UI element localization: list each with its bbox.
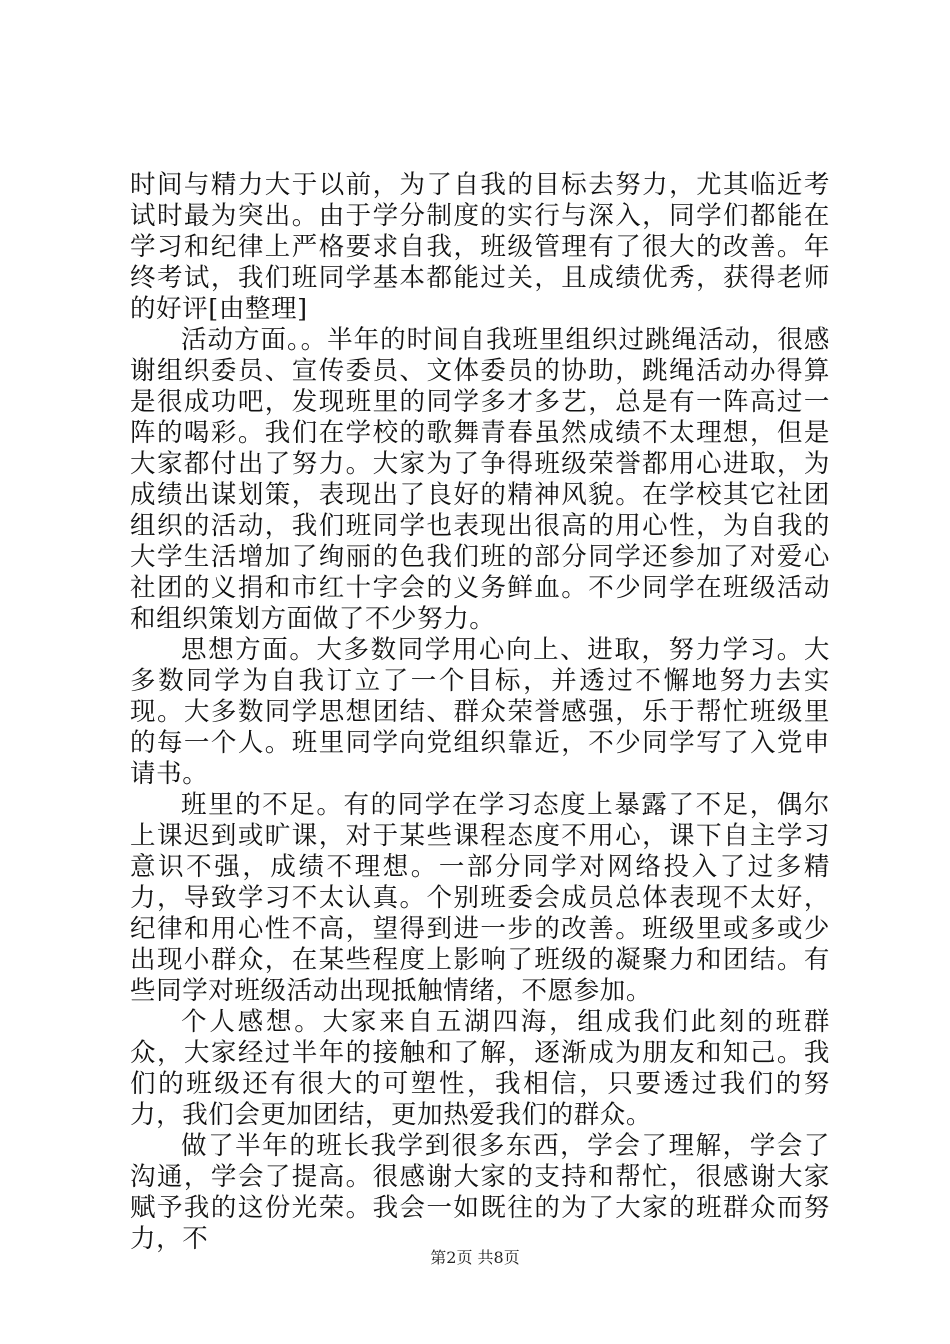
paragraph-monitor-reflection: 做了半年的班长我学到很多东西，学会了理解，学会了沟通，学会了提高。很感谢大家的支持和帮忙，很感谢大家赋予我的这份光荣。我会一如既往的为了大家的班群众而努力，不 — [130, 1131, 830, 1254]
paragraph-personal-feelings: 个人感想。大家来自五湖四海，组成我们此刻的班群众，大家经过半年的接触和了解，逐渐成为朋友和知己。我们的班级还有很大的可塑性，我相信，只要透过我们的努力，我们会更加团结，更加热爱我们的群众。 — [130, 1007, 830, 1130]
paragraph-activities: 活动方面。。半年的时间自我班里组织过跳绳活动，很感谢组织委员、宣传委员、文体委员的协助，跳绳活动办得算是很成功吧，发现班里的同学多才多艺，总是有一阵高过一阵的喝彩。我们在学校的歌舞青春虽然成绩不太理想，但是大家都付出了努力。大家为了争得班级荣誉都用心进取，为成绩出谋划策，表现出了良好的精神风貌。在学校其它社团组织的活动，我们班同学也表现出很高的用心性，为自我的大学生活增加了绚丽的色我们班的部分同学还参加了对爱心社团的义捐和市红十字会的义务鲜血。不少同学在班级活动和组织策划方面做了不少努力。 — [130, 325, 830, 634]
page-number-footer: 第2页 共8页 — [430, 1248, 520, 1267]
paragraph-thoughts: 思想方面。大多数同学用心向上、进取，努力学习。大多数同学为自我订立了一个目标，并透过不懈地努力去实现。大多数同学思想团结、群众荣誉感强，乐于帮忙班级里的每一个人。班里同学向党组织靠近，不少同学写了入党申请书。 — [130, 635, 830, 789]
paragraph-continued: 时间与精力大于以前，为了自我的目标去努力，尤其临近考试时最为突出。由于学分制度的实行与深入，同学们都能在学习和纪律上严格要求自我，班级管理有了很大的改善。年终考试，我们班同学基本都能过关，且成绩优秀，获得老师的好评[由整理] — [130, 170, 830, 324]
paragraph-shortcomings: 班里的不足。有的同学在学习态度上暴露了不足，偶尔上课迟到或旷课，对于某些课程态度不用心，课下自主学习意识不强，成绩不理想。一部分同学对网络投入了过多精力，导致学习不太认真。个别班委会成员总体表现不太好，纪律和用心性不高，望得到进一步的改善。班级里或多或少出现小群众，在某些程度上影响了班级的凝聚力和团结。有些同学对班级活动出现抵触情绪，不愿参加。 — [130, 790, 830, 1006]
document-body — [130, 170, 830, 1255]
